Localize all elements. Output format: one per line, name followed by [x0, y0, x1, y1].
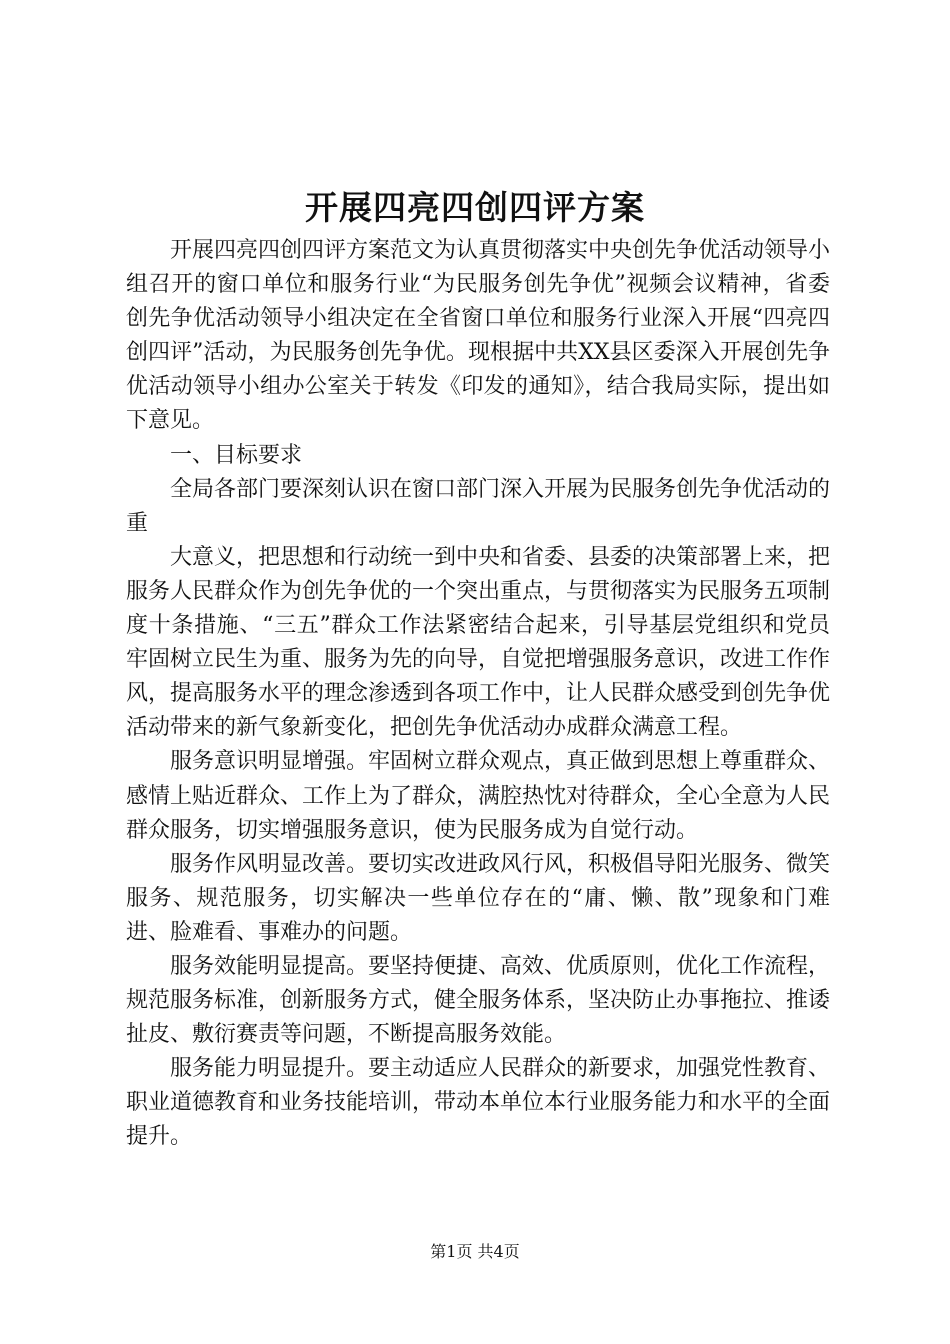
document-title: 开展四亮四创四评方案: [305, 188, 645, 227]
section-heading-goals: 一、目标要求: [170, 442, 303, 468]
document-body: [126, 234, 830, 1155]
paragraph-service-awareness: 服务意识明显增强。牢固树立群众观点，真正做到思想上尊重群众、感情上贴近群众、工作上为了群众，满腔热忱对待群众，全心全意为人民群众服务，切实增强服务意识，使为民服务成为自觉行动。: [126, 749, 831, 843]
paragraph-service-style: 服务作风明显改善。要切实改进政风行风，积极倡导阳光服务、微笑服务、规范服务，切实解决一些单位存在的“庸、懒、散”现象和门难进、脸难看、事难办的问题。: [126, 851, 831, 945]
page-number-footer: 第1页 共4页: [430, 1242, 520, 1261]
paragraph-intro: 开展四亮四创四评方案范文为认真贯彻落实中央创先争优活动领导小组召开的窗口单位和服务行业“为民服务创先争优”视频会议精神，省委创先争优活动领导小组决定在全省窗口单位和服务行业深入开展“四亮四创四评”活动，为民服务创先争优。现根据中共XX县区委深入开展创先争优活动领导小组办公室关于转发《印发的通知》，结合我局实际，提出如下意见。: [126, 238, 831, 434]
paragraph-service-capability: 服务能力明显提升。要主动适应人民群众的新要求，加强党性教育、职业道德教育和业务技能培训，带动本单位本行业服务能力和水平的全面提升。: [126, 1056, 831, 1150]
paragraph-service-efficiency: 服务效能明显提高。要坚持便捷、高效、优质原则，优化工作流程，规范服务标准，创新服务方式，健全服务体系，坚决防止办事拖拉、推诿扯皮、敷衍赛责等问题，不断提高服务效能。: [126, 953, 831, 1048]
paragraph-goals-lead: 全局各部门要深刻认识在窗口部门深入开展为民服务创先争优活动的重: [126, 476, 831, 536]
paragraph-goals-significance: 大意义，把思想和行动统一到中央和省委、县委的决策部署上来，把服务人民群众作为创先争优的一个突出重点，与贯彻落实为民服务五项制度十条措施、“三五”群众工作法紧密结合起来，引导基层党组织和党员牢固树立民生为重、服务为先的向导，自觉把增强服务意识，改进工作作风，提高服务水平的理念渗透到各项工作中，让人民群众感受到创先争优活动带来的新气象新变化，把创先争优活动办成群众满意工程。: [126, 544, 831, 741]
